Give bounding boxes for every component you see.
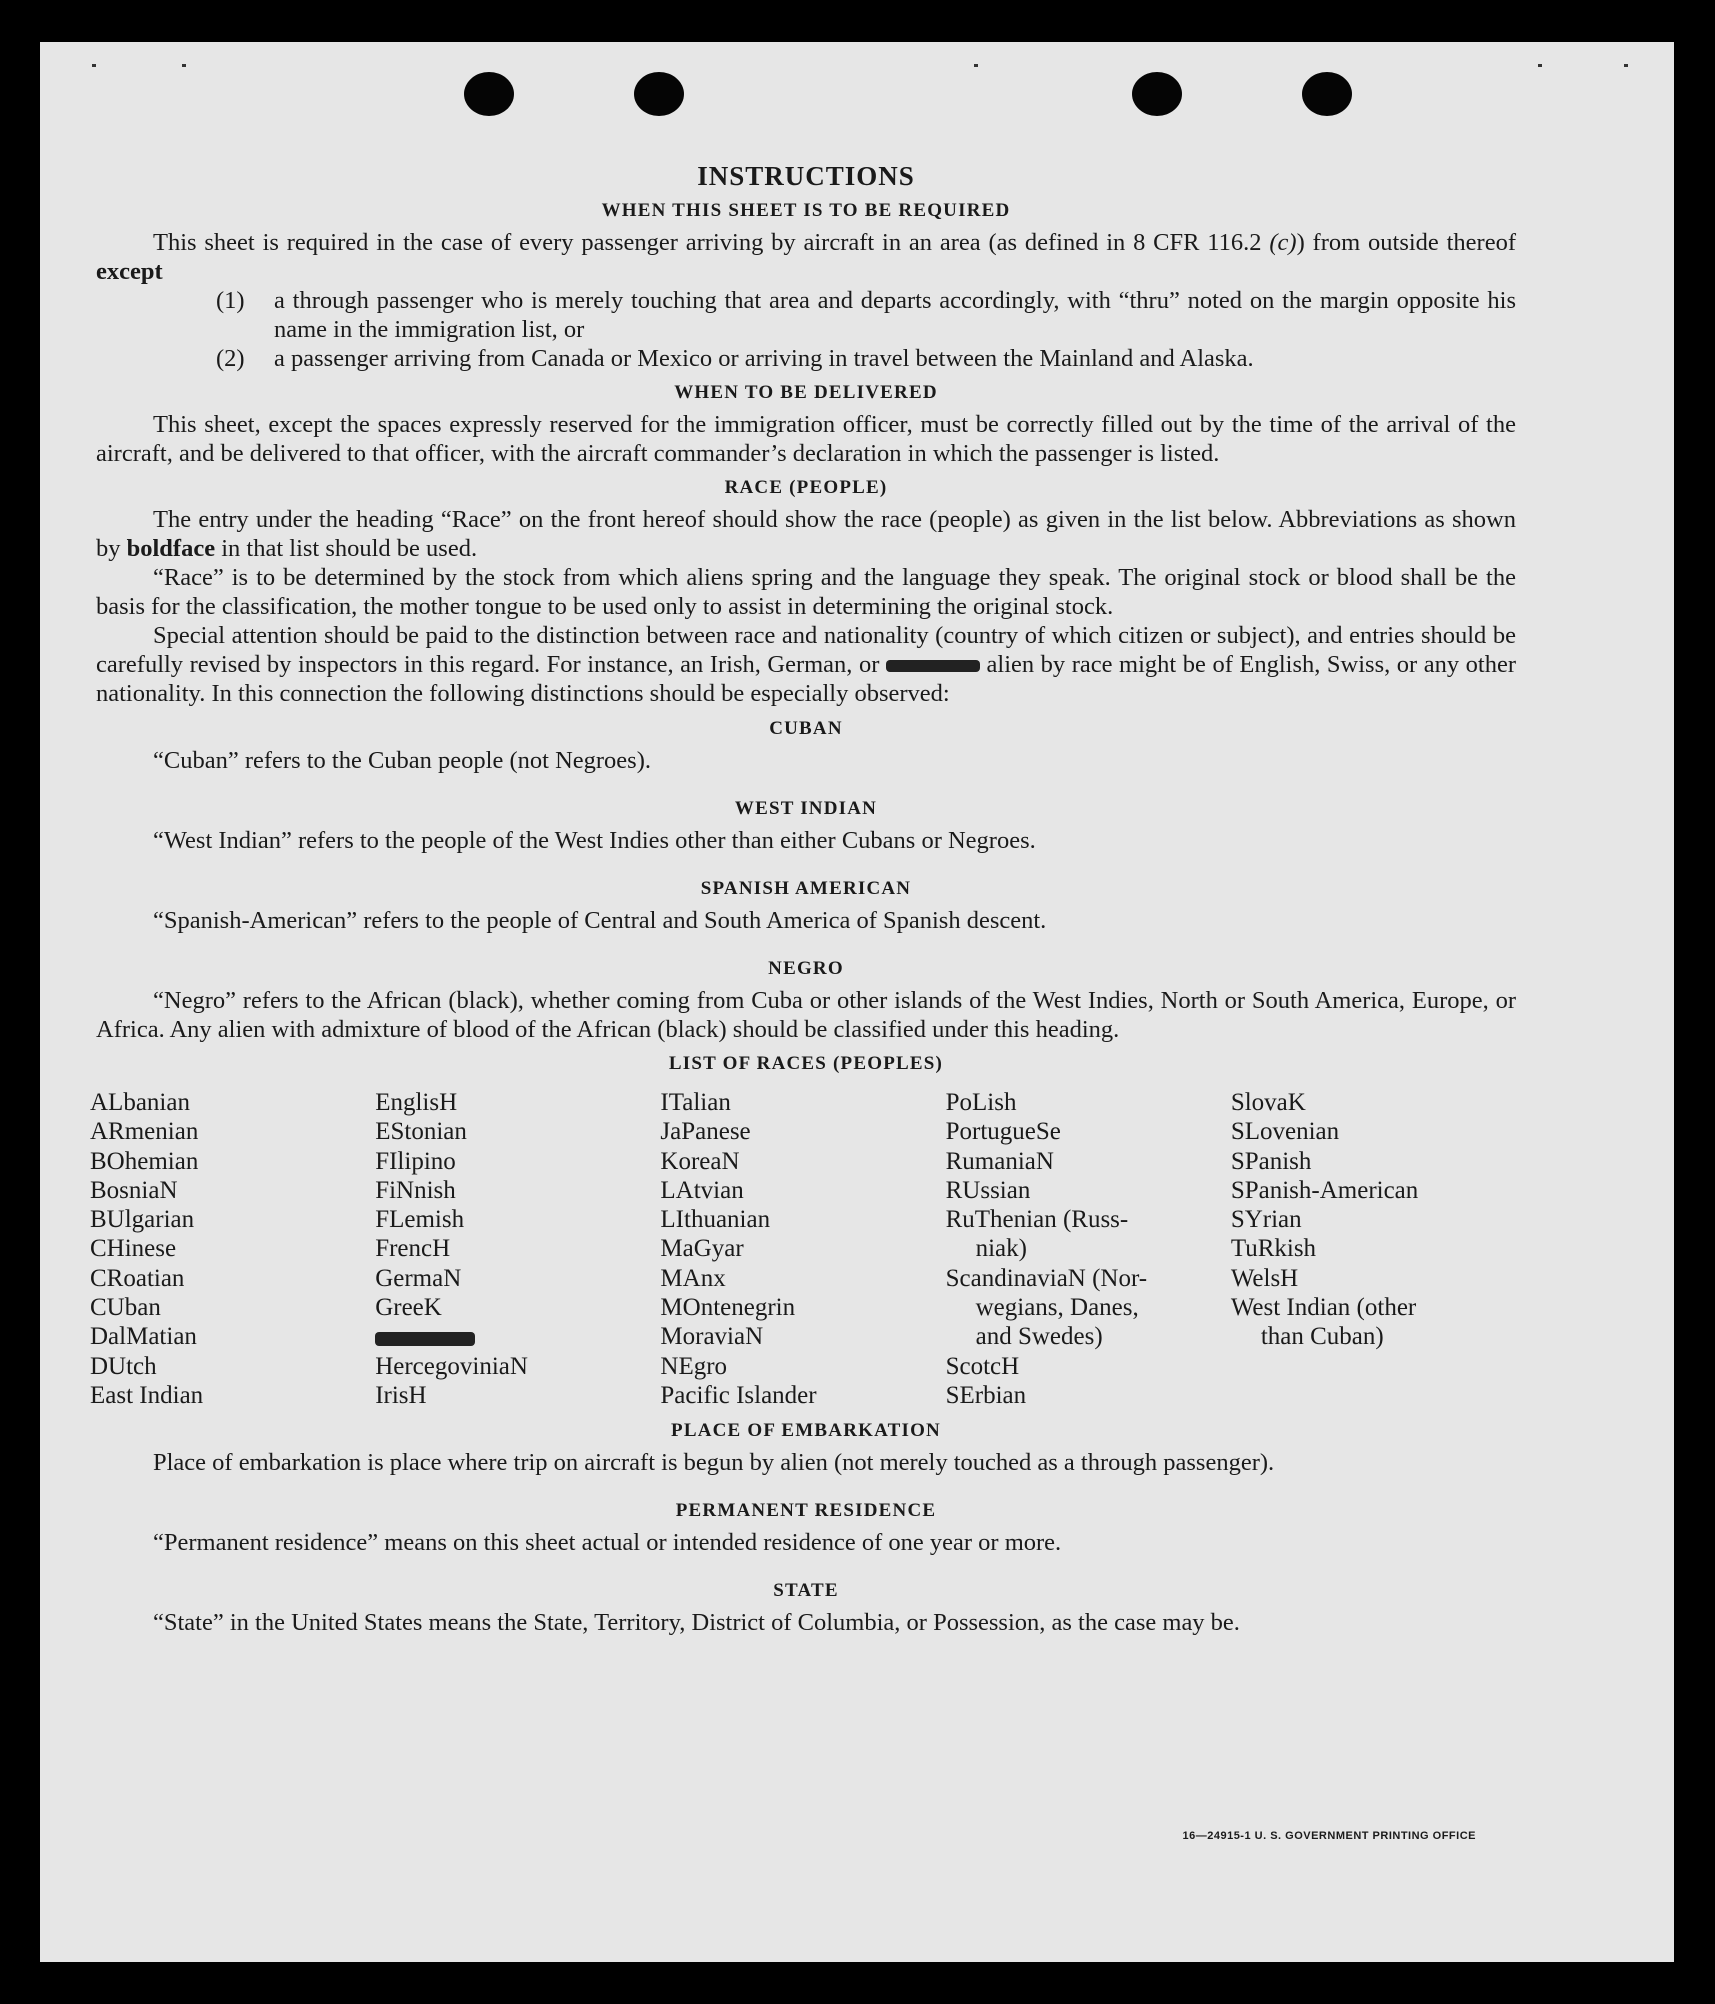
item-text: a passenger arriving from Canada or Mexico or arriving in travel between the Mainland and Alaska. bbox=[274, 345, 1254, 372]
race-entry: RUssian bbox=[945, 1176, 1031, 1204]
race-entry: and Swedes) bbox=[975, 1323, 1103, 1351]
race-entry: CRoatian bbox=[90, 1264, 185, 1292]
race-paragraph-2: “Race” is to be determined by the stock from which aliens spring and the language they speak. The original stock or blood shall be the basis for the classification, the mother tongue to be used only to assist in determining the original stock. bbox=[96, 564, 1516, 620]
race-entry: than Cuban) bbox=[1260, 1323, 1384, 1351]
printing-office-footer: 16—24915-1 U. S. GOVERNMENT PRINTING OFFICE bbox=[1182, 1830, 1476, 1842]
delivered-paragraph: This sheet, except the spaces expressly reserved for the immigration officer, must be correctly filled out by the time of the arrival of the aircraft, and be delivered to that officer, with the aircraft commander’s declaration in which the passenger is listed. bbox=[96, 411, 1516, 467]
race-entry: Pacific Islander bbox=[660, 1381, 817, 1409]
list-item bbox=[216, 286, 1516, 344]
race-entry: ScandinaviaN (Nor- bbox=[945, 1264, 1148, 1292]
race-entry: ScotcH bbox=[945, 1352, 1020, 1380]
races-column bbox=[90, 1088, 375, 1410]
race-entry: SYrian bbox=[1230, 1206, 1302, 1234]
race-text: The entry under the heading “Race” on the front hereof should show the race (people) as given in the list below. Abbreviations as shown by bbox=[96, 506, 1516, 562]
race-entry: PoLish bbox=[945, 1089, 1017, 1116]
speck bbox=[1624, 64, 1628, 67]
race-entry: HercegoviniaN bbox=[375, 1352, 528, 1380]
residence-paragraph: “Permanent residence” means on this sheet actual or intended residence of one year or more. bbox=[153, 1529, 1062, 1557]
section-heading-delivered: WHEN TO BE DELIVERED bbox=[674, 382, 938, 403]
race-entry: ALbanian bbox=[90, 1089, 190, 1116]
races-column bbox=[1231, 1088, 1516, 1410]
races-list bbox=[90, 1088, 1516, 1410]
punch-hole bbox=[634, 72, 684, 116]
item-text: a through passenger who is merely touching that area and departs accordingly, with “thru” noted on the margin opposite his name in the immigration list, or bbox=[274, 287, 1516, 343]
list-item bbox=[216, 344, 1516, 373]
section-heading-race: RACE (PEOPLE) bbox=[724, 477, 888, 498]
race-entry: FLemish bbox=[375, 1206, 465, 1234]
punch-hole bbox=[464, 72, 514, 116]
race-entry: wegians, Danes, bbox=[975, 1294, 1139, 1322]
race-entry: FIlipino bbox=[375, 1147, 456, 1175]
race-entry: DUtch bbox=[90, 1352, 157, 1380]
item-number: (1) bbox=[216, 287, 245, 314]
race-entry: GermaN bbox=[375, 1264, 462, 1292]
race-entry: TuRkish bbox=[1230, 1235, 1317, 1263]
race-entry: FiNnish bbox=[375, 1176, 456, 1204]
except-word: except bbox=[96, 258, 163, 285]
race-entry: GreeK bbox=[375, 1294, 442, 1322]
race-entry: WelsH bbox=[1230, 1264, 1299, 1292]
race-paragraph-1 bbox=[96, 505, 1516, 563]
race-entry: SlovaK bbox=[1230, 1089, 1306, 1116]
section-heading-west-indian: WEST INDIAN bbox=[734, 798, 878, 819]
race-entry: DalMatian bbox=[90, 1323, 197, 1351]
redaction-mark bbox=[375, 1332, 475, 1346]
race-entry: LIthuanian bbox=[660, 1206, 771, 1234]
race-entry: ITalian bbox=[660, 1089, 731, 1116]
section-heading-residence: PERMANENT RESIDENCE bbox=[675, 1500, 937, 1522]
negro-paragraph: “Negro” refers to the African (black), whether coming from Cuba or other islands of the West Indies, North or South America, Europe, or Africa. Any alien with admixture of blood of the African (black) should be classified under this heading. bbox=[96, 987, 1516, 1043]
race-entry: FrencH bbox=[375, 1235, 451, 1263]
race-entry: CUban bbox=[90, 1294, 161, 1322]
required-text-2: ) from outside thereof bbox=[1296, 229, 1516, 256]
race-text-2: in that list should be used. bbox=[215, 535, 478, 562]
redaction-mark bbox=[886, 660, 980, 672]
race-entry: IrisH bbox=[375, 1381, 427, 1409]
races-column bbox=[946, 1088, 1231, 1410]
race-entry: SLovenian bbox=[1230, 1118, 1340, 1146]
races-column bbox=[660, 1088, 945, 1410]
required-paragraph bbox=[96, 228, 1516, 286]
race-entry: SPanish-American bbox=[1230, 1176, 1419, 1204]
cuban-paragraph: “Cuban” refers to the Cuban people (not Negroes). bbox=[153, 747, 651, 774]
speck bbox=[182, 64, 186, 67]
race-entry: JaPanese bbox=[660, 1118, 751, 1146]
required-subsection: (c) bbox=[1269, 229, 1297, 256]
spanish-american-paragraph: “Spanish-American” refers to the people of Central and South America of Spanish descent. bbox=[153, 907, 1047, 934]
race-text-3: Special attention should be paid to the distinction between race and nationality (country of which citizen or subject), and entries should be carefully revised by inspectors in this regard. For instance, an Irish, German, or bbox=[96, 622, 1516, 678]
punch-hole bbox=[1132, 72, 1182, 116]
race-entry: MaGyar bbox=[660, 1235, 744, 1263]
race-entry: RumaniaN bbox=[945, 1147, 1054, 1175]
section-heading-state: STATE bbox=[773, 1580, 839, 1602]
boldface-word: boldface bbox=[126, 535, 216, 562]
section-heading-cuban: CUBAN bbox=[769, 718, 843, 739]
item-number: (2) bbox=[216, 345, 245, 372]
section-heading-required: WHEN THIS SHEET IS TO BE REQUIRED bbox=[601, 200, 1011, 221]
embarkation-paragraph: Place of embarkation is place where trip on aircraft is begun by alien (not merely touched as a through passenger). bbox=[153, 1449, 1275, 1477]
race-entry bbox=[375, 1322, 660, 1351]
document-page bbox=[40, 42, 1674, 1962]
race-entry: KoreaN bbox=[660, 1147, 740, 1175]
required-text: This sheet is required in the case of every passenger arriving by aircraft in an area (as defined in 8 CFR 116.2 bbox=[153, 229, 1270, 256]
races-column bbox=[375, 1088, 660, 1410]
race-entry: NEgro bbox=[660, 1352, 728, 1380]
race-text-4: alien by race might be of English, Swiss, or any other nationality. In this connection the following distinctions should be especially observed: bbox=[96, 651, 1517, 707]
race-paragraph-3 bbox=[96, 621, 1516, 708]
speck bbox=[92, 64, 96, 67]
race-entry: ARmenian bbox=[90, 1118, 199, 1146]
punch-hole bbox=[1302, 72, 1352, 116]
race-entry: EStonian bbox=[375, 1118, 467, 1146]
section-heading-spanish-american: SPANISH AMERICAN bbox=[700, 878, 912, 899]
race-entry: BOhemian bbox=[90, 1147, 199, 1175]
race-entry: EnglisH bbox=[375, 1089, 458, 1116]
west-indian-paragraph: “West Indian” refers to the people of the West Indies other than either Cubans or Negroes. bbox=[153, 827, 1036, 854]
race-entry: PortugueSe bbox=[945, 1118, 1061, 1146]
state-paragraph: “State” in the United States means the State, Territory, District of Columbia, or Possession, as the case may be. bbox=[153, 1609, 1240, 1637]
page-title: INSTRUCTIONS bbox=[697, 161, 915, 191]
race-entry: West Indian (other bbox=[1230, 1294, 1417, 1322]
race-entry: RuThenian (Russ- bbox=[945, 1206, 1129, 1234]
race-entry: MOntenegrin bbox=[660, 1294, 796, 1322]
section-heading-negro: NEGRO bbox=[768, 958, 844, 979]
race-entry: East Indian bbox=[90, 1381, 204, 1409]
race-entry: BosniaN bbox=[90, 1176, 178, 1204]
speck bbox=[1538, 64, 1542, 67]
section-heading-embarkation: PLACE OF EMBARKATION bbox=[671, 1420, 941, 1442]
race-entry: MoraviaN bbox=[660, 1323, 764, 1351]
speck bbox=[974, 64, 978, 67]
race-entry: SPanish bbox=[1230, 1147, 1312, 1175]
instructions-body bbox=[90, 161, 1517, 1637]
race-entry: SErbian bbox=[945, 1381, 1027, 1409]
race-entry: MAnx bbox=[660, 1264, 726, 1292]
section-heading-races-list: LIST OF RACES (PEOPLES) bbox=[668, 1053, 944, 1074]
race-entry: LAtvian bbox=[660, 1176, 744, 1204]
race-entry: BUlgarian bbox=[90, 1206, 195, 1234]
race-entry: niak) bbox=[975, 1235, 1027, 1263]
race-entry: CHinese bbox=[90, 1235, 177, 1263]
